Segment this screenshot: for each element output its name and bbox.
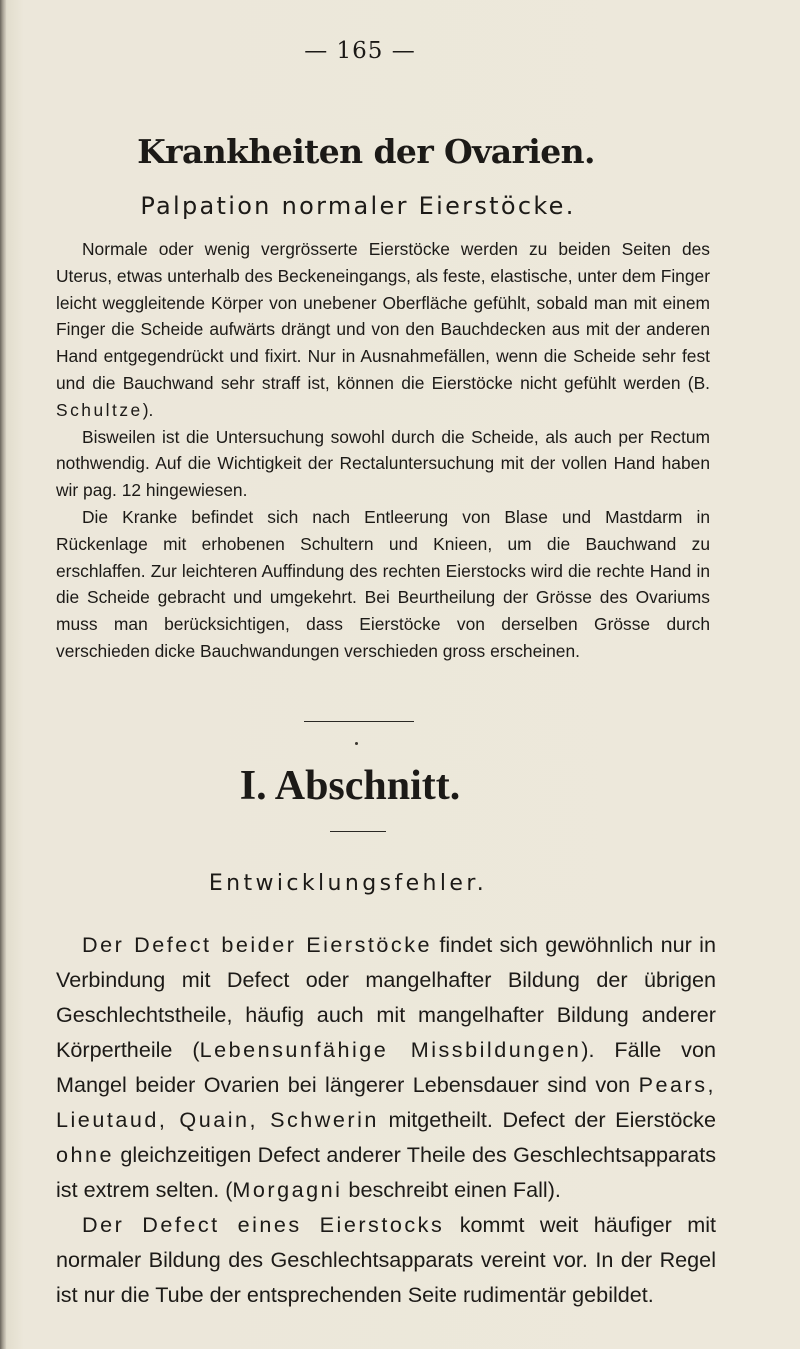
- print-speck: [355, 742, 358, 745]
- section-divider-top: [304, 721, 414, 722]
- body-text-block: [56, 927, 716, 1312]
- text-run: beschreibt einen Fall).: [342, 1177, 561, 1202]
- emphasis-run: Der Defect eines Eierstocks: [82, 1212, 445, 1237]
- text-run: kommt weit häufiger mit normaler Bildung des Geschlechtsapparats vereint vor. In der Regel ist nur die Tube der entsprechenden Seite rudimentär gebildet.: [56, 1212, 717, 1307]
- text-run: ). Fälle von Mangel beider Ovarien bei längerer Lebensdauer sind von: [56, 1037, 716, 1097]
- section-divider-bottom: [330, 831, 386, 832]
- intro-paragraph: [56, 424, 710, 504]
- author-names: Pears, Lieutaud, Quain, Schwerin: [56, 1072, 716, 1132]
- body-paragraph: [56, 927, 716, 1207]
- intro-paragraph: [56, 236, 710, 424]
- section-heading: I. Abschnitt.: [239, 763, 461, 809]
- page-number: — 165 —: [304, 38, 416, 64]
- author-name: Schultze: [56, 399, 143, 420]
- emphasis-run: ohne: [56, 1142, 115, 1167]
- emphasis-run: Lebensunfähige Missbildungen: [199, 1037, 582, 1062]
- chapter-title: Krankheiten der Ovarien.: [137, 132, 595, 171]
- section-subheading: Entwicklungsfehler.: [208, 871, 488, 896]
- text-run: ).: [142, 399, 154, 420]
- chapter-subtitle: Palpation normaler Eierstöcke.: [140, 192, 576, 220]
- intro-text-block: [56, 236, 710, 665]
- author-name: Morgagni: [232, 1177, 343, 1202]
- text-run: findet sich gewöhnlich nur in Verbindung mit Defect oder mangelhafter Bildung der übrigen Geschlechtstheile, häufig auch mit mangelhafter Bildung anderer Körpertheile (: [56, 932, 716, 1062]
- emphasis-run: Der Defect beider Eierstöcke: [82, 932, 433, 957]
- body-paragraph: [56, 1207, 716, 1312]
- text-run: Normale oder wenig vergrösserte Eierstöcke werden zu beiden Seiten des Uterus, etwas unterhalb des Beckeneingangs, als feste, elastische, unter dem Finger leicht weggleitende Körper von unebener Oberfläche gefühlt, sobald man mit einem Finger die Scheide aufwärts drängt und von den Bauchdecken aus mit der anderen Hand entgegendrückt und fixirt. Nur in Ausnahmefällen, wenn die Scheide sehr fest und die Bauchwand sehr straff ist, können die Eierstöcke nicht gefühlt werden (B.: [56, 239, 710, 393]
- intro-paragraph: [56, 504, 710, 665]
- text-run: Bisweilen ist die Untersuchung sowohl durch die Scheide, als auch per Rectum nothwendig. Auf die Wichtigkeit der Rectaluntersuchung mit der vollen Hand haben wir pag. 12 hingewiesen.: [56, 426, 710, 501]
- text-run: mitgetheilt. Defect der Eierstöcke: [378, 1107, 716, 1132]
- text-run: gleichzeitigen Defect anderer Theile des Geschlechtsapparats ist extrem selten. (: [56, 1142, 716, 1202]
- text-run: Die Kranke befindet sich nach Entleerung von Blase und Mastdarm in Rückenlage mit erhobenen Schultern und Knieen, um die Bauchwand zu erschlaffen. Zur leichteren Auffindung des rechten Eierstocks wird die rechte Hand in die Scheide gebracht und umgekehrt. Bei Beurtheilung der Grösse des Ovariums muss man berücksichtigen, dass Eierstöcke von derselben Grösse durch verschieden dicke Bauchwandungen verschieden gross erscheinen.: [56, 506, 710, 661]
